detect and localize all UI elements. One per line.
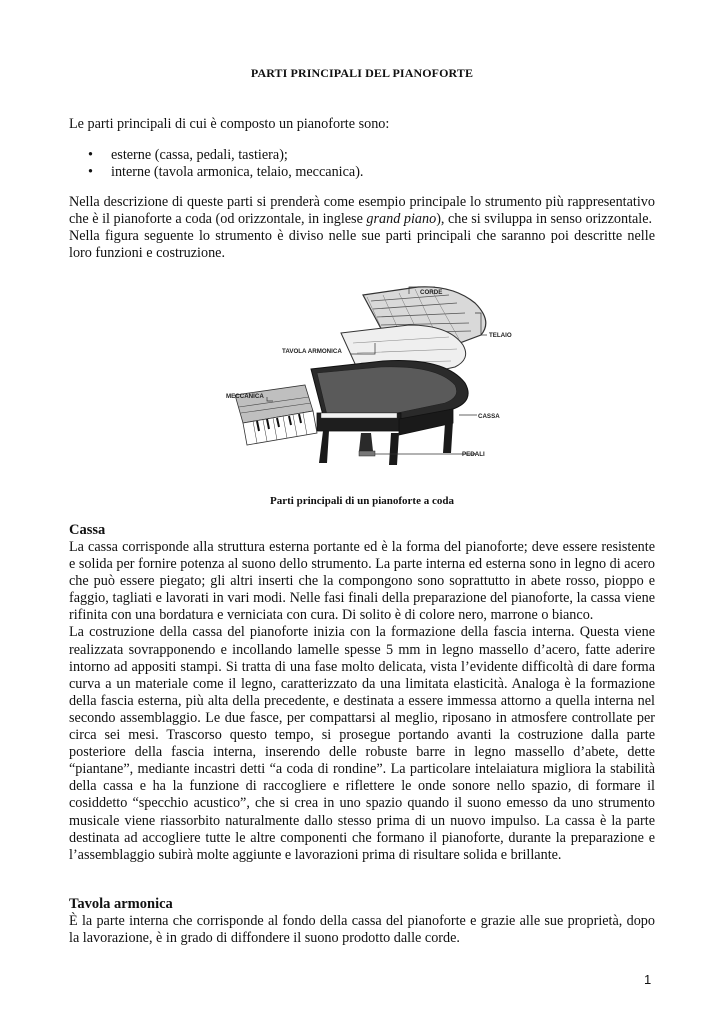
description-text-end: ), che si sviluppa in senso orizzontale.: [436, 211, 653, 228]
description-italic-term: grand piano: [366, 211, 437, 228]
cassa-paragraph-2: La costruzione della cassa del pianoforte inizia con la formazione della fascia interna. Questa viene realizzata sovrapponendo e incollando lamelle spesse 5 mm in legno massello d’acero, fatte aderire intorno ad appositi stampi. Si tratta di una fase molto delicata, vista l’evidente difficoltà di dare forma curva a un materiale come il legno, caratterizzato da una limitata elasticità. Analoga è la formazione della fascia esterna, più alta della precedente, e destinata a essere immessa attorno a quella interna nel secondo assemblaggio. Le due fasce, per compattarsi al meglio, riposano in atmosfere controllate per circa sei mesi. Trascorso questo tempo, si prosegue portando avanti la costruzione dalla parte posteriore della fascia interna, inserendo delle robuste barre in legno massello d’abete, dette “piantane”, mediante incastri detti “a coda di rondine”. La particolare intelaiatura migliora la stabilità della cassa e ha la funzione di raccogliere e riflettere le onde sonore nello spazio, di formare il cosiddetto “specchio acustico”, che si crea in uno spazio quando il suono emesso da uno strumento musicale viene riassorbito naturalmente dallo stesso prima di un nuovo impulso. La cassa è la parte destinata ad accogliere tutte le altre componenti che formano il pianoforte, durante la preparazione e l’assemblaggio subirà molte aggiunte e lavorazioni prima di risultare solida e brillante.: [69, 624, 655, 863]
description-paragraph: [69, 194, 655, 228]
list-item: [69, 164, 655, 181]
label-cassa: CASSA: [478, 413, 500, 420]
page-number: 1: [644, 972, 652, 987]
cassa-paragraph-1: La cassa corrisponde alla struttura esterna portante ed è la forma del pianoforte; deve essere resistente e solida per fornire potenza al suono dello strumento. La parte interna ed esterna sono in legno di acero che può essere piegato; gli altri inserti che la compongono sono soprattutto in abete rosso, pioppo e faggio, tagliati e lavorati in vari modi. Nelle fasi finali della preparazione del pianoforte, la cassa viene rifinita con una bordatura e verniciata con cura. Di solito è di colore nero, marrone o bianco.: [69, 539, 655, 624]
figure-intro-paragraph: Nella figura seguente lo strumento è diviso nelle sue parti principali che saranno poi descritte nelle loro funzioni e costruzione.: [69, 228, 655, 262]
label-telaio: TELAIO: [489, 332, 512, 339]
section-heading-tavola: Tavola armonica: [69, 896, 173, 912]
list-item-text: esterne (cassa, pedali, tastiera);: [111, 147, 288, 163]
section-heading-cassa: Cassa: [69, 522, 106, 538]
label-meccanica: MECCANICA: [226, 393, 264, 400]
bullet-icon: •: [88, 147, 93, 163]
bullet-icon: •: [88, 164, 93, 181]
label-pedali: PEDALI: [462, 451, 485, 458]
label-corde: CORDE: [420, 289, 443, 296]
parts-list: [69, 147, 655, 181]
list-item: [69, 147, 655, 164]
label-tavola-armonica: TAVOLA ARMONICA: [282, 348, 342, 355]
tavola-paragraph-1: È la parte interna che corrisponde al fondo della cassa del pianoforte e grazie alle sue proprietà, dopo la lavorazione, è in grado di diffondere il suono prodotto dalle corde.: [69, 913, 655, 947]
section-body-cassa: [69, 539, 655, 864]
piano-exploded-diagram: [213, 273, 519, 469]
figure-caption: Parti principali di un pianoforte a coda: [270, 495, 454, 507]
document-title: PARTI PRINCIPALI DEL PIANOFORTE: [250, 66, 474, 80]
intro-paragraph: Le parti principali di cui è composto un pianoforte sono:: [69, 116, 390, 132]
description-block: [69, 194, 655, 262]
description-text-start: Nella descrizione di queste parti si prenderà come esempio principale lo strumento più rappresentativo che è il pianoforte a coda (od orizzontale, in inglese: [69, 194, 655, 228]
list-item-text: interne (tavola armonica, telaio, meccanica).: [111, 164, 364, 181]
section-body-tavola: [69, 913, 655, 947]
